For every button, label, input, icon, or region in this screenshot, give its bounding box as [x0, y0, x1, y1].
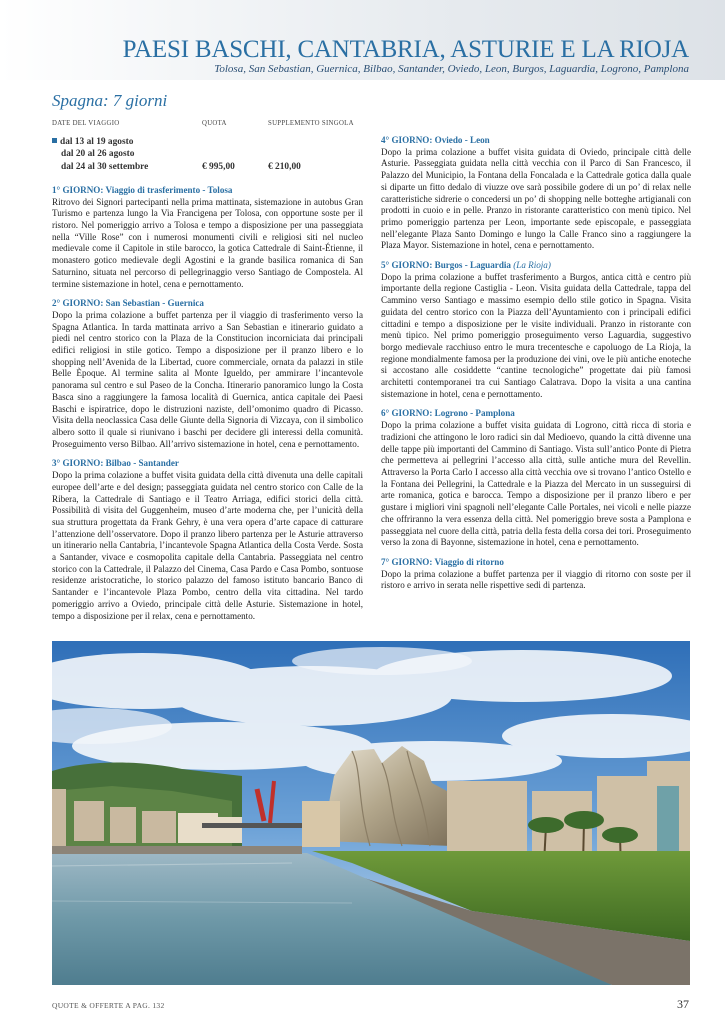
day-1-heading: 1° GIORNO: Viaggio di trasferimento - Tolosa — [52, 184, 233, 195]
day-7-text: Dopo la prima colazione a buffet partenza per il viaggio di ritorno con soste per il ristoro e arrivo in serata nelle rispettive sedi di partenza. — [381, 568, 691, 591]
date-text: dal 13 al 19 agosto — [60, 136, 134, 147]
day-7-heading: 7° GIORNO: Viaggio di ritorno — [381, 556, 504, 567]
day-5-heading — [381, 260, 691, 272]
day-1-text: Ritrovo dei Signori partecipanti nella prima mattinata, sistemazione in autobus Gran Turismo e partenza lungo la Via Francigena per Tolosa, con opportune soste per il ristoro. Nel pomeriggio arrivo a Tolosa e tempo a disposizione per una passeggiata nella “Ville Rose” con i numerosi monumenti civili e religiosi siti nel nucleo medievale come il Capitole in stile barocco, la gotica Cattedrale di Saint-Étienne, il monastero gotico medievale degli Agostini e la grande basilica romanica di San Saturnino, situata nel percorso di pellegrinaggio verso Santiago de Compostela. Al termine sistemazione in hotel, cena e pernottamento. — [52, 196, 363, 289]
date-row: dal 20 al 26 agosto — [61, 149, 135, 160]
day-5-text: Dopo la prima colazione a buffet trasferimento a Burgos, antica città e centro più importante della regione Castiglia - Leon. Visita guidata della Cattedrale, tappa del Cammino verso Santiago e massimo esempio dello stile gotico in Spagna. Visita guidata del centro storico con la Piazza dell’Ayuntamiento con i principali edifici cittadini e tempo a disposizione per le visite individuali. Pranzo in ristorante con menù tipico. Nel primo pomeriggio proseguimento verso Laguardia, suggestivo borgo medievale racchiuso entro le mura trecentesche e capoluogo de La Rioja, la regione mondialmente famosa per la produzione dei vini, ove le più antiche enoteche si accostano alle cosiddette “cantine tecnologiche” progettate dai più famosi architetti contemporanei tra cui Santiago Calatrava. Dopo la visita a una cantina sistemazione in hotel, cena e pernottamento. — [381, 271, 691, 399]
day-6-heading: 6° GIORNO: Logrono - Pamplona — [381, 408, 515, 419]
day-6-text: Dopo la prima colazione a buffet visita guidata di Logrono, città ricca di storia e tradizioni che attingono le loro radici sin dal Medioevo, quando la città divenne una delle tappe più importanti del Cammino di Santiago. Vista sull’antico Ponte di Pietra che permetteva ai pellegrini l’accesso alla città, sulle antiche mura del Revellin. Attraverso la Porta Carlo I accesso alla città vecchia ove si trovano l’antico Ostello e la Fontana dei Pellegrini, la Cattedrale e la Piazza del Mercato in un susseguirsi di arte romanica, gotica e barocca. Tempo a disposizione per il pranzo libero e per gustare i migliori vini spagnoli nell’elegante Calle Portales, nei vicoli e nelle piazze che offriranno la vera essenza della città. Nel pomeriggio breve sosta a Pamplona e passeggiata nel cuore della città, patria della festa della corsa dei tori. Proseguimento verso la zona di Bayonne, sistemazione in hotel, cena e pernottamento. — [381, 420, 691, 548]
day-4-text: Dopo la prima colazione a buffet visita guidata di Oviedo, principale città delle Asturie. Passeggiata guidata nella città vecchia con il Parco di San Francesco, il Palazzo del Municipio, la Fontana della Foncalada e la Cattedrale gotica dalla quale si diparte un fitto dedalo di viuzze ove sarà possibile godere di un po’ di relax nelle caratteristiche sidrerie o concedersi un po’ di shopping nelle botteghe artigianali con prodotti in cuoio e in pelle. Pranzo in ristorante caratteristico con menù tipico. Nel primo pomeriggio partenza per Leon, importante sede episcopale, e passeggiata nell’elegante Plaza Santo Domingo e lungo la Calle Franco sino a raggiungere la Plaza Mayor. Sistemazione in hotel, cena e pernottamento. — [381, 146, 691, 251]
day-5-title: 5° GIORNO: Burgos - Laguardia — [381, 260, 511, 271]
day-2-heading: 2° GIORNO: San Sebastian - Guernica — [52, 298, 204, 309]
dates-table — [52, 118, 363, 173]
trip-heading-country: Spagna: — [52, 91, 113, 110]
dates-column-header: DATE DEL VIAGGIO — [52, 120, 120, 127]
day-3-heading: 3° GIORNO: Bilbao - Santander — [52, 458, 179, 469]
page-subtitle: Tolosa, San Sebastian, Guernica, Bilbao, Santander, Oviedo, Leon, Burgos, Laguardia, Logrono, Pamplona — [214, 63, 689, 75]
page-number: 37 — [677, 997, 689, 1011]
supplement-value: € 210,00 — [268, 161, 301, 172]
photo-illustration — [52, 641, 690, 985]
day-5-region-note: (La Rioja) — [513, 260, 551, 271]
trip-heading — [52, 92, 363, 110]
bullet-square-icon — [52, 138, 57, 143]
day-4-heading: 4° GIORNO: Oviedo - Leon — [381, 135, 490, 145]
date-row: dal 24 al 30 settembre — [61, 161, 149, 172]
date-row — [52, 136, 202, 148]
bilbao-guggenheim-photo — [52, 641, 690, 985]
right-column — [381, 98, 691, 592]
footer-note: QUOTE & OFFERTE A PAG. 132 — [52, 1001, 165, 1010]
trip-heading-days: 7 giorni — [112, 91, 168, 110]
day-2-text: Dopo la prima colazione a buffet partenza per il viaggio di trasferimento verso la Spagna Atlantica. In tarda mattinata arrivo a San Sebastian e itinerario guidato a piedi nel centro storico con la Plaza de la Constitucion incorniciata dai principali edifici religiosi in stile gotico. Tempo a disposizione per il pranzo libero e lo shopping nell’Avenida de la Libertad, cuore commerciale, ornata da palazzi in stile Belle Èpoque. Al termine salita al Monte Igueldo, per ammirare l’incantevole panorama sul centro e sul Paseo de la Concha. Itinerario panoramico lungo la Costa Basca sino a raggiungere la famosa località di Guernica, antica capitale dei Paesi Baschi e ispiratrice, dopo le distruzioni naziste, dell’omonimo quadro di Picasso. Visita della neoclassica Casa delle Giunte della Signoria di Vizcaya, con il simbolico albero sotto il quale si riunivano i baschi per decidere gli interessi della comunità. Proseguimento verso Bilbao. All’arrivo sistemazione in hotel, cena e pernottamento. — [52, 309, 363, 449]
day-3-text: Dopo la prima colazione a buffet visita guidata della città divenuta una delle capitali europee dell’arte e del design; passeggiata guidata nel centro storico con Calle de la Ribera, la Cattedrale di Santiago e il Teatro Arriaga, edifici storici della città. Possibilità di visita del Guggenheim, museo d’arte moderna che, per l’unicità della sua struttura progettata da Frank Gehry, è una vera opera d’arte capace di catturare l’attenzione dell’osservatore. Dopo il pranzo libero partenza per le Asturie attraverso un itinerario nella Cantabria, l’incantevole Spagna Atlantica della Costa Verde. Sosta a Santander, vivace e cosmopolita capitale della Cantabria. Passeggiata nel centro storico con la Cattedrale, il Palazzo del Cinema, Casa Pardo e Casa Pombo, sontuose residenze aristocratiche, lo storico palazzo del famoso istituto bancario Banco di Santander e l’incantevole Plaza Pombo, centro della vita cittadina. Nel tardo pomeriggio arrivo a Oviedo, principale città delle Asturie. Sistemazione in hotel, tempo a disposizione per il relax, cena e pernottamento. — [52, 470, 363, 621]
page-title: PAESI BASCHI, CANTABRIA, ASTURIE E LA RIOJA — [122, 36, 689, 63]
price-column-header: QUOTA — [202, 120, 227, 127]
supplement-column-header: SUPPLEMENTO SINGOLA — [268, 120, 354, 127]
left-column — [52, 92, 363, 622]
price-value: € 995,00 — [202, 161, 235, 172]
